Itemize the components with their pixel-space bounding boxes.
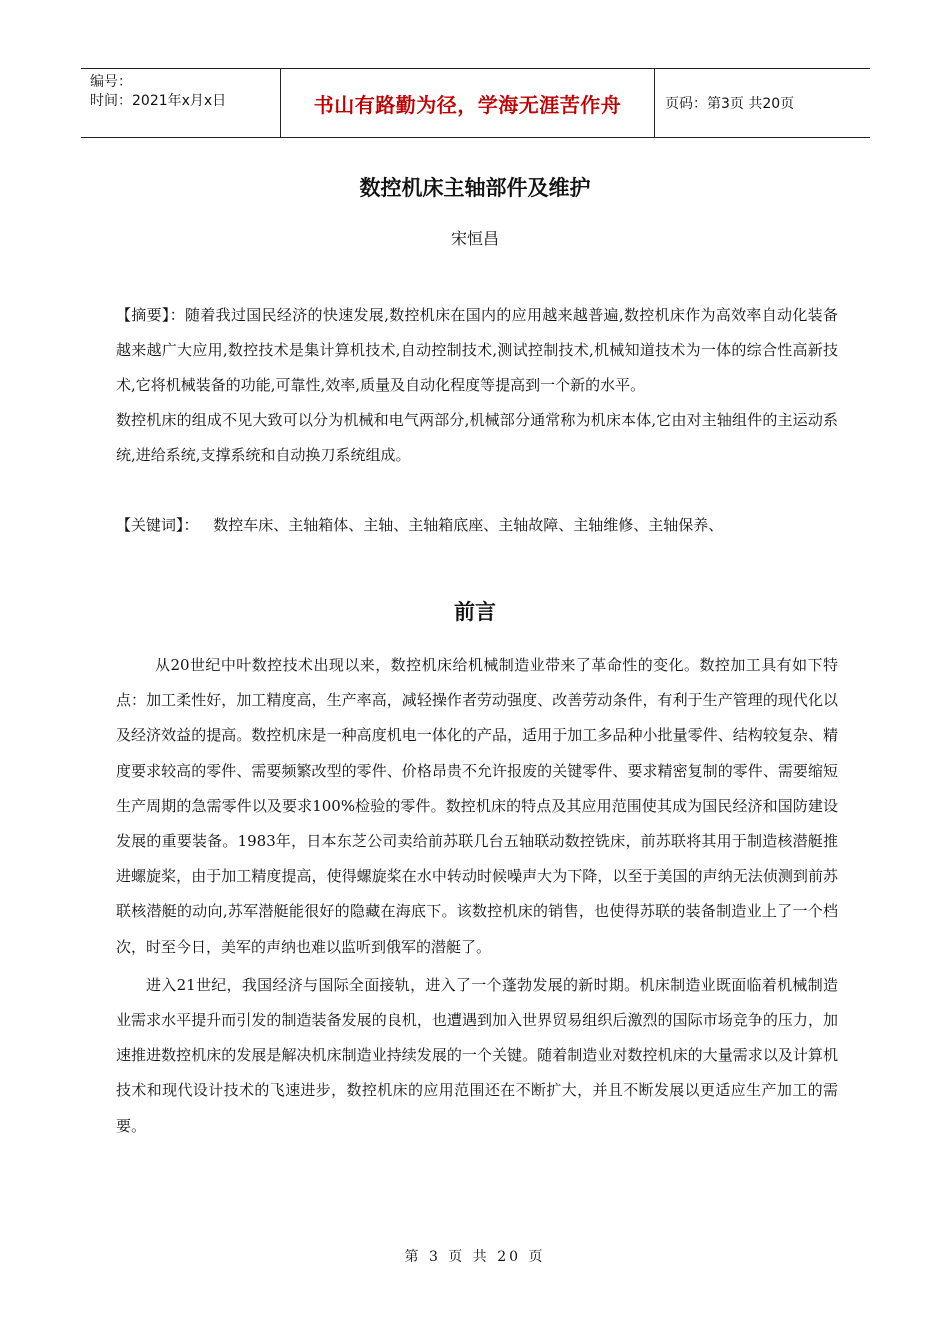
- document-author: 宋恒昌: [450, 229, 499, 248]
- date-label: 时间：2021年x月x日: [90, 93, 227, 109]
- document-title: 数控机床主轴部件及维护: [359, 176, 591, 200]
- keywords-label: 【关键词】：: [116, 516, 199, 534]
- page-footer: 第 3 页 共 20 页: [404, 1249, 546, 1265]
- section-title: 前言: [454, 600, 496, 624]
- header-meta: [81, 69, 281, 137]
- page-header: [81, 68, 870, 138]
- body-paragraph: 从20世纪中叶数控技术出现以来，数控机床给机械制造业带来了革命性的变化。数控加工具有如下特点：加工柔性好，加工精度高，生产率高，减轻操作者劳动强度、改善劳动条件，有利于生产管理的现代化以及经济效益的提高。数控机床是一种高度机电一体化的产品，适用于加工多品种小批量零件、结构较复杂、精度要求较高的零件、需要频繁改型的零件、价格昂贵不允许报废的关键零件、要求精密复制的零件、需要缩短生产周期的急需零件以及要求100%检验的零件。数控机床的特点及其应用范围使其成为国民经济和国防建设发展的重要装备。1983年，日本东芝公司卖给前苏联几台五轴联动数控铣床，前苏联将其用于制造核潜艇推进螺旋桨，由于加工精度提高，使得螺旋桨在水中转动时候噪声大为下降，以至于美国的声纳无法侦测到前苏联核潜艇的动向,苏军潜艇能很好的隐藏在海底下。该数控机床的销售，也使得苏联的装备制造业上了一个档次，时至今日，美军的声纳也难以监听到俄军的潜艇了。: [116, 656, 838, 956]
- header-motto: 书山有路勤为径，学海无涯苦作舟: [281, 69, 655, 137]
- abstract-paragraph: 数控机床的组成不见大致可以分为机械和电气两部分,机械部分通常称为机床本体,它由对主轴组件的主运动系统,进给系统,支撑系统和自动换刀系统组成。: [116, 411, 838, 464]
- abstract-paragraph: 【摘要】：随着我过国民经济的快速发展,数控机床在国内的应用越来越普遍,数控机床作为高效率自动化装备越来越广大应用,数控技术是集计算机技术,自动控制技术,测试控制技术,机械知道技术为一体的综合性高新技术,它将机械装备的功能,可靠性,效率,质量及自动化程度等提高到一个新的水平。: [116, 306, 838, 394]
- keywords-line: [116, 514, 838, 535]
- abstract: [116, 298, 838, 473]
- keywords-list: 数控车床、主轴箱体、主轴、主轴箱底座、主轴故障、主轴维修、主轴保养、: [213, 516, 724, 534]
- number-label: 编号：: [90, 74, 132, 90]
- body-paragraph: 进入21世纪，我国经济与国际全面接轨，进入了一个蓬勃发展的新时期。机床制造业既面临着机械制造业需求水平提升而引发的制造装备发展的良机，也遭遇到加入世界贸易组织后激烈的国际市场竞争的压力，加速推进数控机床的发展是解决机床制造业持续发展的一个关键。随着制造业对数控机床的大量需求以及计算机技术和现代设计技术的飞速进步，数控机床的应用范围还在不断扩大，并且不断发展以更适应生产加工的需要。: [116, 975, 838, 1135]
- preface-body: [116, 648, 838, 1144]
- header-page-info: 页码：第3页 共20页: [665, 96, 795, 112]
